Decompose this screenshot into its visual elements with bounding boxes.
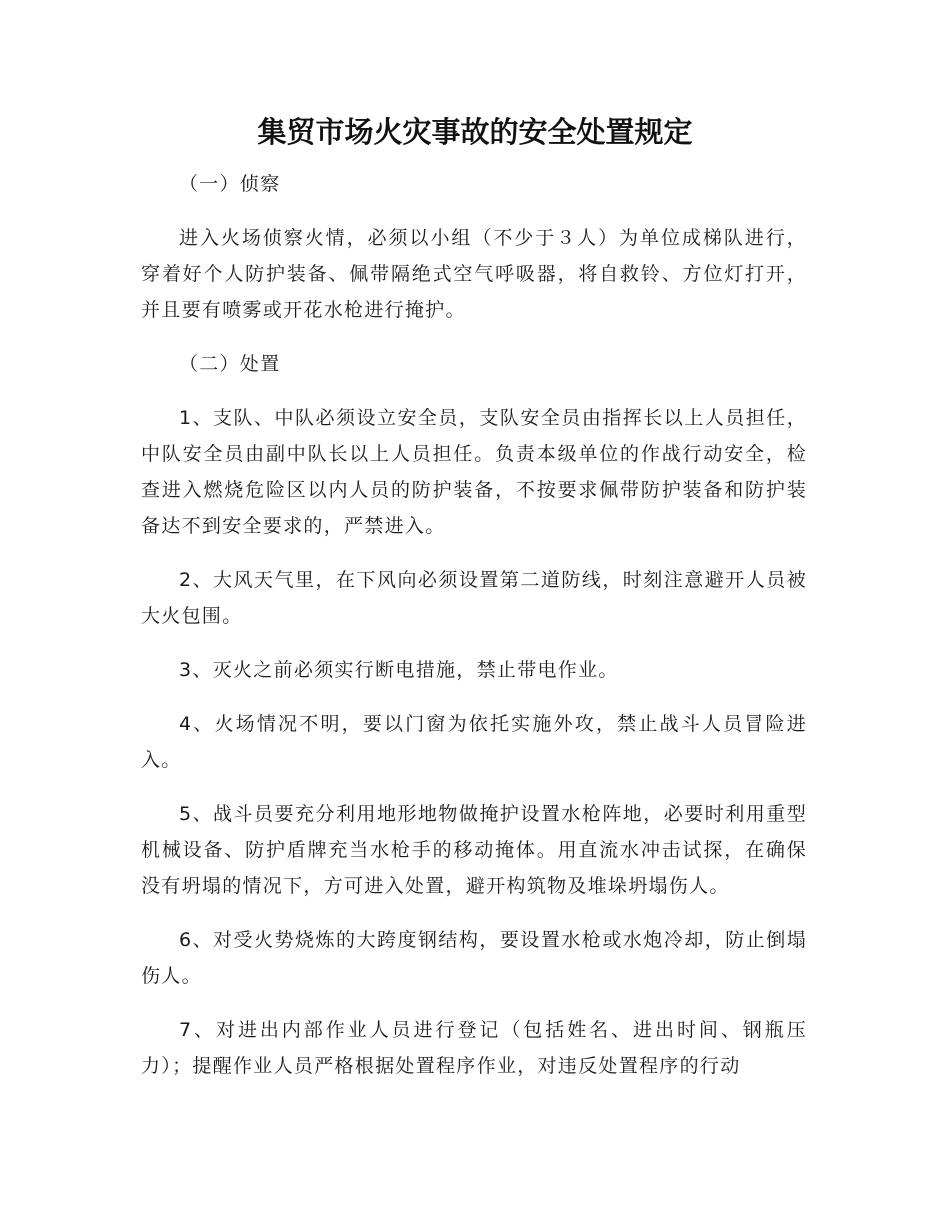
- paragraph-item-3: 3、灭火之前必须实行断电措施，禁止带电作业。: [179, 659, 619, 681]
- paragraph-item-4: 4、火场情况不明，要以门窗为依托实施外攻，禁止战斗人员冒险进入。: [141, 713, 807, 771]
- paragraph-reconnaissance: 进入火场侦察火情，必须以小组（不少于３人）为单位成梯队进行，穿着好个人防护装备、佩带隔绝式空气呼吸器，将自救铃、方位灯打开，并且要有喷雾或开花水枪进行掩护。: [141, 227, 807, 321]
- paragraph-item-6: 6、对受火势烧炼的大跨度钢结构，要设置水枪或水炮冷却，防止倒塌伤人。: [141, 929, 807, 987]
- document-body: [141, 166, 807, 1102]
- section-heading-reconnaissance: （一）侦察: [179, 173, 281, 195]
- paragraph-item-7: 7、对进出内部作业人员进行登记（包括姓名、进出时间、钢瓶压力）；提醒作业人员严格根据处置程序作业，对违反处置程序的行动: [141, 1019, 807, 1077]
- document-title: 集贸市场火灾事故的安全处置规定: [257, 115, 693, 149]
- section-heading-disposal: （二）处置: [179, 353, 281, 375]
- paragraph-item-1: 1、支队、中队必须设立安全员，支队安全员由指挥长以上人员担任，中队安全员由副中队长以上人员担任。负责本级单位的作战行动安全，检查进入燃烧危险区以内人员的防护装备，不按要求佩带防护装备和防护装备达不到安全要求的，严禁进入。: [141, 407, 807, 537]
- paragraph-item-2: 2、大风天气里，在下风向必须设置第二道防线，时刻注意避开人员被大火包围。: [141, 569, 807, 627]
- paragraph-item-5: 5、战斗员要充分利用地形地物做掩护设置水枪阵地，必要时利用重型机械设备、防护盾牌充当水枪手的移动掩体。用直流水冲击试探，在确保没有坍塌的情况下，方可进入处置，避开构筑物及堆垛坍塌伤人。: [141, 803, 807, 897]
